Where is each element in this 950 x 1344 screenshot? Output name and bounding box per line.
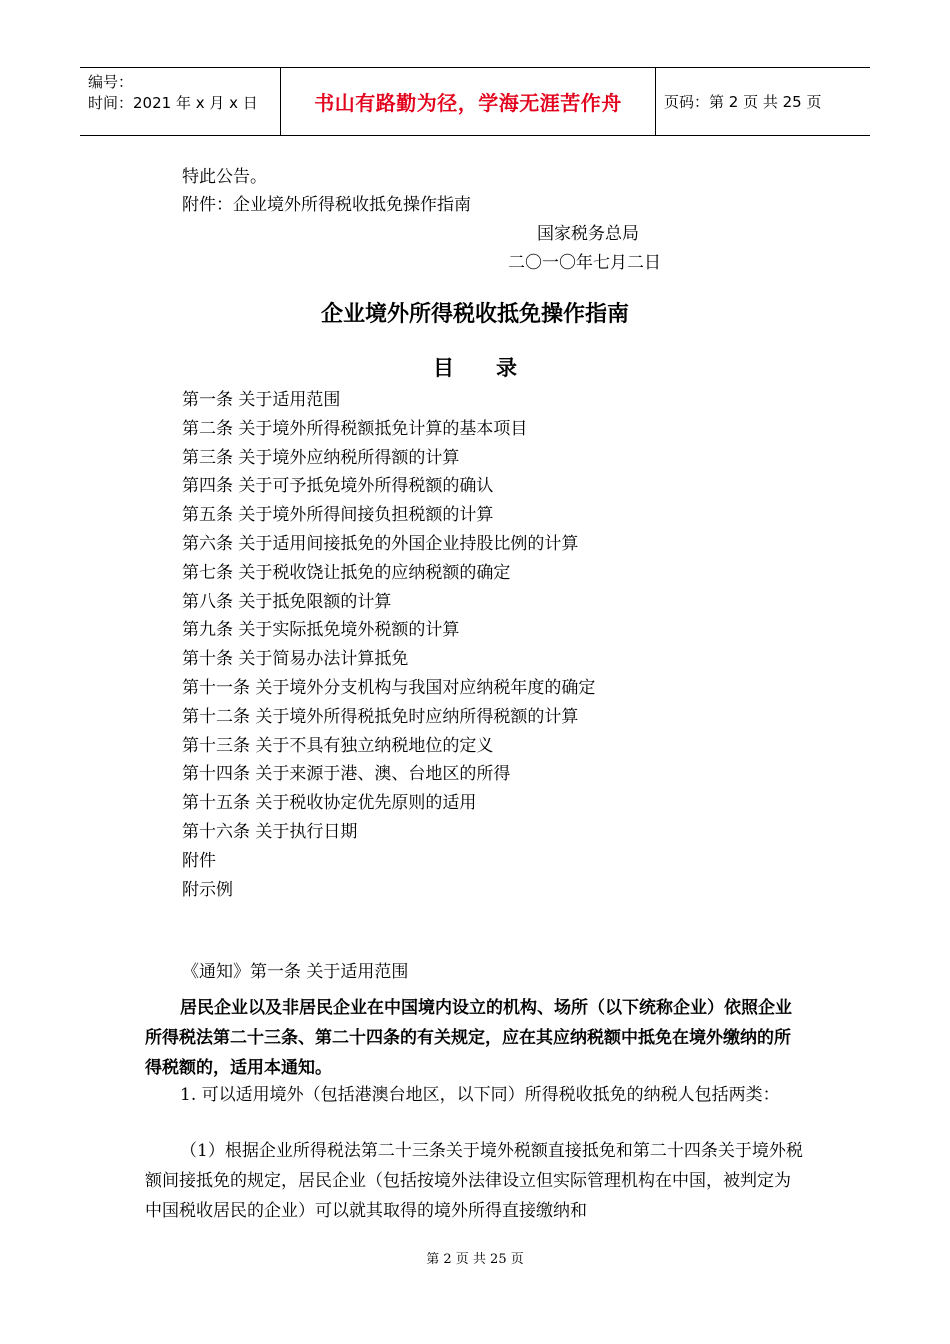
toc-item: 第九条 关于实际抵免境外税额的计算 xyxy=(182,620,460,641)
document-title: 企业境外所得税收抵免操作指南 xyxy=(320,302,629,327)
toc-item: 第一条 关于适用范围 xyxy=(182,390,341,410)
toc-item: 第四条 关于可予抵免境外所得税额的确认 xyxy=(182,476,494,497)
toc-item: 附示例 xyxy=(182,879,233,900)
page-header xyxy=(80,67,870,136)
header-number: 编号： xyxy=(88,73,134,91)
scope-paragraph: 居民企业以及非居民企业在中国境内设立的机构、场所（以下统称企业）依照企业所得税法第二十三条、第二十四条的有关规定，应在其应纳税额中抵免在境外缴纳的所得税额的，适用本通知。 xyxy=(145,998,792,1078)
header-meta xyxy=(80,68,281,135)
body-paragraph-1: 1. 可以适用境外（包括港澳台地区，以下同）所得税收抵免的纳税人包括两类： xyxy=(180,1085,780,1105)
toc-item: 第二条 关于境外所得税额抵免计算的基本项目 xyxy=(182,418,528,439)
section-heading: 《通知》第一条 关于适用范围 xyxy=(182,962,409,982)
toc-item: 第十一条 关于境外分支机构与我国对应纳税年度的确定 xyxy=(182,677,596,698)
page-footer: 第 2 页 共 25 页 xyxy=(426,1252,524,1267)
notice-attachment: 附件：企业境外所得税收抵免操作指南 xyxy=(182,195,471,215)
body-paragraph-2: （1）根据企业所得税法第二十三条关于境外税额直接抵免和第二十四条关于境外税额间接抵免的规定，居民企业（包括按境外法律设立但实际管理机构在中国，被判定为中国税收居民的企业）可以就其取得的境外所得直接缴纳和 xyxy=(145,1141,803,1221)
toc-item: 第三条 关于境外应纳税所得额的计算 xyxy=(182,447,460,468)
toc-item: 第十五条 关于税收协定优先原则的适用 xyxy=(182,793,477,814)
toc-item: 第十条 关于简易办法计算抵免 xyxy=(182,649,409,670)
header-time: 时间：2021 年 x 月 x 日 xyxy=(88,94,258,112)
toc-item: 第十六条 关于执行日期 xyxy=(182,821,358,842)
toc-item: 第六条 关于适用间接抵免的外国企业持股比例的计算 xyxy=(182,533,579,554)
toc-item: 第十二条 关于境外所得税抵免时应纳所得税额的计算 xyxy=(182,706,579,727)
toc-item: 第十四条 关于来源于港、澳、台地区的所得 xyxy=(182,764,511,785)
toc-item: 附件 xyxy=(182,850,216,871)
toc-item: 第五条 关于境外所得间接负担税额的计算 xyxy=(182,505,494,526)
toc-item: 第十三条 关于不具有独立纳税地位的定义 xyxy=(182,735,494,756)
notice-closing: 特此公告。 xyxy=(182,167,267,187)
notice-issuer: 国家税务总局 xyxy=(537,224,639,244)
header-motto: 书山有路勤为径，学海无涯苦作舟 xyxy=(281,68,656,135)
notice-date: 二〇一〇年七月二日 xyxy=(508,253,661,273)
toc-item: 第八条 关于抵免限额的计算 xyxy=(182,591,392,612)
toc-item: 第七条 关于税收饶让抵免的应纳税额的确定 xyxy=(182,562,511,583)
toc-title: 目 录 xyxy=(433,356,517,380)
table-of-contents xyxy=(182,386,595,904)
header-page-code: 页码：第 2 页 共 25 页 xyxy=(664,93,822,111)
